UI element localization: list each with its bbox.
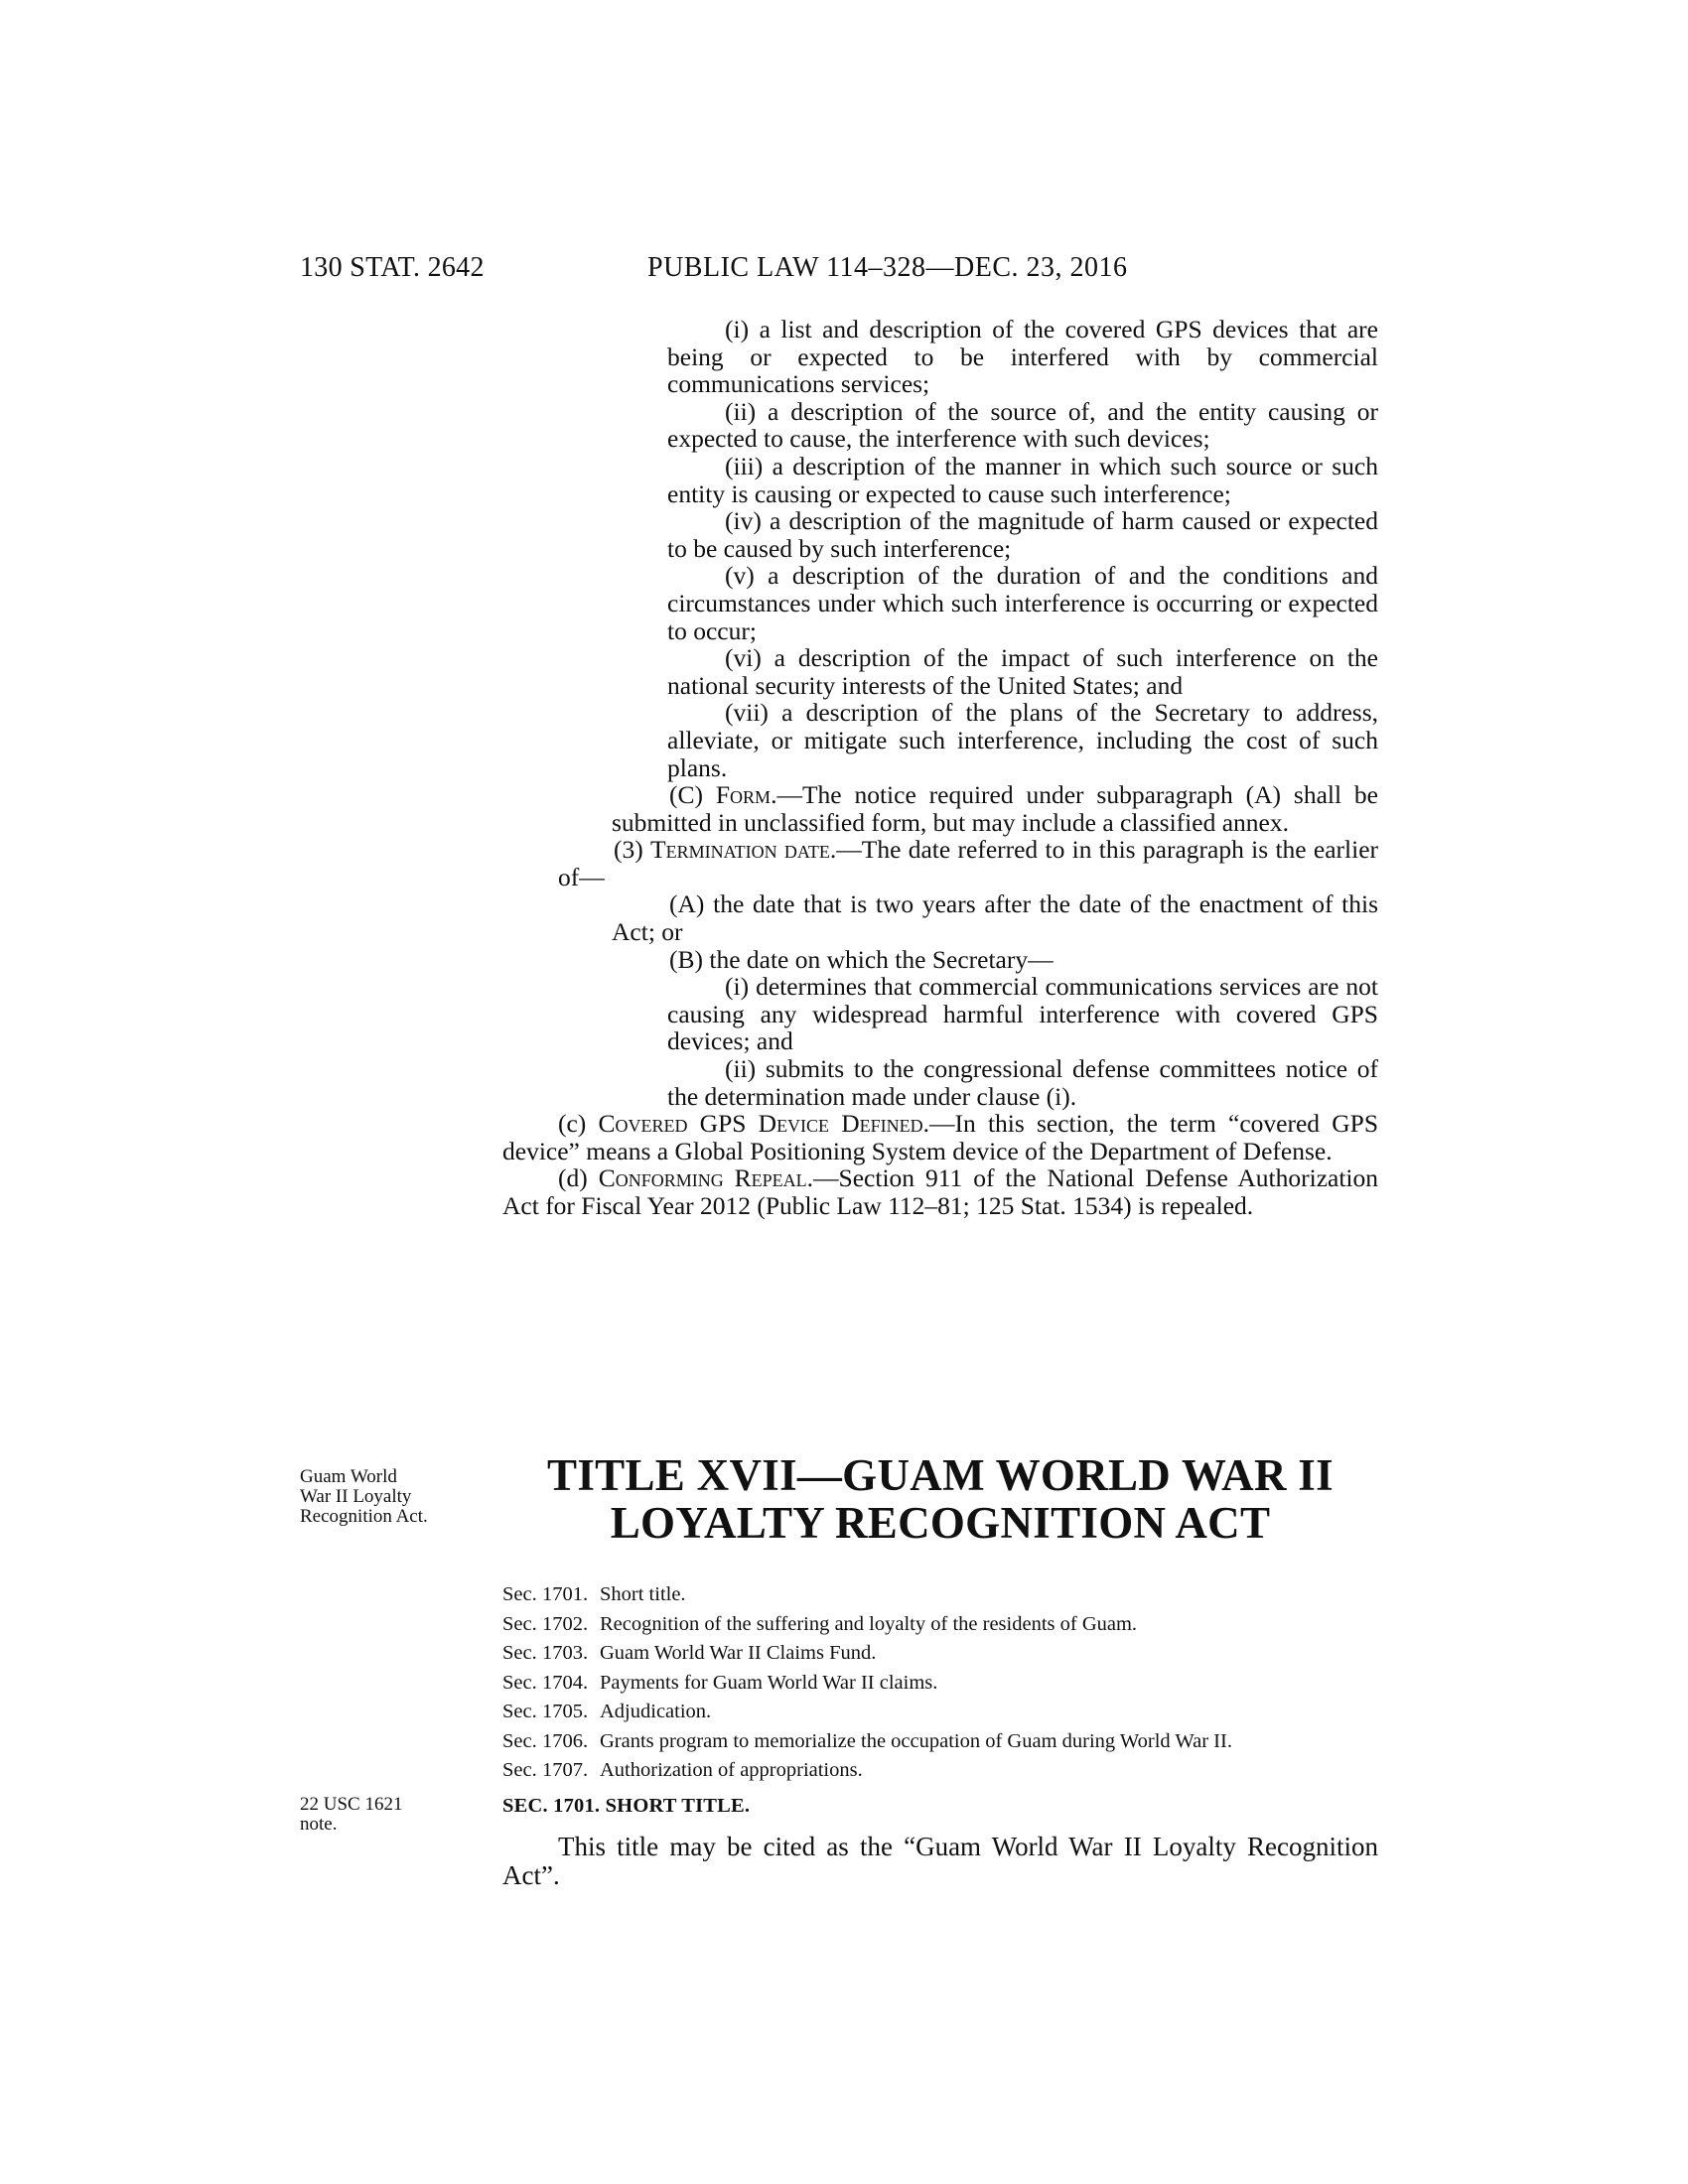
toc-sec-title: Guam World War II Claims Fund.	[600, 1642, 877, 1664]
body-text-column	[502, 316, 1378, 1220]
toc-row	[502, 1614, 1378, 1636]
public-law-header: PUBLIC LAW 114–328—DEC. 23, 2016	[647, 252, 1128, 283]
toc-sec-number: 1702.	[542, 1612, 589, 1635]
toc-sec-label: Sec.	[502, 1583, 537, 1605]
toc-sec-number: 1706.	[542, 1729, 589, 1752]
paragraph-3-heading: Termination date	[650, 835, 830, 865]
toc-sec-label: Sec.	[502, 1671, 537, 1694]
title-line-1: TITLE XVII—GUAM WORLD WAR II	[547, 1450, 1334, 1500]
subsection-c-heading: Covered GPS Device Defined	[598, 1109, 923, 1139]
toc-sec-title: Adjudication.	[600, 1701, 712, 1722]
subparagraph-c-heading: Form	[715, 780, 772, 810]
toc-row	[502, 1760, 1378, 1782]
paragraph-3-text: .—The date referred to in this paragraph is the earlier of—	[558, 835, 1379, 891]
subsection-d	[502, 1164, 1378, 1219]
toc-sec-title: Payments for Guam World War II claims.	[600, 1671, 938, 1694]
paragraph-3-termination	[502, 836, 1378, 890]
toc-sec-title: Recognition of the suffering and loyalty of the residents of Guam.	[600, 1612, 1138, 1635]
margin-note-line: War II Loyalty	[300, 1486, 412, 1507]
clause-3-B-i: (i) determines that commercial communications services are not causing any widespread harmful interference with covered GPS devices; and	[667, 972, 1378, 1056]
subsection-c-lead: (c)	[558, 1109, 599, 1139]
toc-sec-title: Short title.	[600, 1583, 686, 1605]
toc-row	[502, 1643, 1378, 1665]
toc-row	[502, 1731, 1378, 1753]
margin-note-line: note.	[300, 1814, 338, 1835]
subparagraph-c-lead: (C)	[669, 780, 716, 810]
toc-row	[502, 1673, 1378, 1695]
margin-note-line: 22 USC 1621	[300, 1794, 403, 1815]
title-heading	[502, 1451, 1378, 1547]
section-1701-text	[502, 1833, 1378, 1890]
margin-note-line: Recognition Act.	[300, 1506, 428, 1527]
toc-sec-label: Sec.	[502, 1729, 537, 1752]
clause-i: (i) a list and description of the covered GPS devices that are being or expected to be interfered with by commercial communications services;	[667, 315, 1378, 399]
toc-row	[502, 1584, 1378, 1606]
subsection-d-lead: (d)	[558, 1163, 599, 1193]
clause-iii: (iii) a description of the manner in which such source or such entity is causing or expected to cause such interference;	[667, 451, 1378, 508]
subparagraph-c-form	[502, 781, 1378, 836]
subparagraph-c-text: .—The notice required under subparagraph (A) shall be submitted in unclassified form, but may include a classified annex.	[612, 780, 1378, 837]
section-1701-paragraph: This title may be cited as the “Guam World War II Loyalty Recognition Act”.	[502, 1832, 1378, 1890]
subsection-c	[502, 1110, 1378, 1164]
clause-v: (v) a description of the duration of and the conditions and circumstances under which such interference is occurring or expected to occur;	[667, 561, 1378, 645]
toc-sec-number: 1707.	[542, 1759, 589, 1781]
subsection-d-heading: Conforming Repeal	[598, 1163, 807, 1193]
toc-row	[502, 1702, 1378, 1723]
margin-note-line: Guam World	[300, 1466, 397, 1487]
clause-vi: (vi) a description of the impact of such interference on the national security interests of the United States; and	[667, 643, 1378, 700]
clause-iv: (iv) a description of the magnitude of harm caused or expected to be caused by such interference;	[667, 506, 1378, 563]
margin-note-usc	[300, 1795, 449, 1835]
toc-sec-label: Sec.	[502, 1701, 537, 1722]
subsection-c-text: .—In this section, the term “covered GPS device” means a Global Positioning System device of the Department of Defense.	[502, 1109, 1379, 1165]
paragraph-3-lead: (3)	[614, 835, 651, 865]
title-line-2: LOYALTY RECOGNITION ACT	[610, 1498, 1271, 1548]
toc-sec-label: Sec.	[502, 1612, 537, 1635]
table-of-contents	[502, 1584, 1378, 1790]
subsection-d-text: .—Section 911 of the National Defense Authorization Act for Fiscal Year 2012 (Public Law 112–81; 125 Stat. 1534) is repealed.	[502, 1163, 1378, 1220]
toc-sec-number: 1703.	[542, 1642, 589, 1664]
subparagraph-3-B: (B) the date on which the Secretary—	[669, 944, 1054, 974]
clause-ii: (ii) a description of the source of, and the entity causing or expected to cause, the interference with such devices;	[667, 396, 1378, 454]
subparagraph-3-A: (A) the date that is two years after the date of the enactment of this Act; or	[612, 889, 1378, 947]
toc-sec-title: Grants program to memorialize the occupation of Guam during World War II.	[600, 1729, 1232, 1752]
toc-sec-number: 1701.	[542, 1583, 589, 1605]
clause-3-B-ii: (ii) submits to the congressional defense committees notice of the determination made under clause (i).	[667, 1054, 1378, 1111]
toc-sec-title: Authorization of appropriations.	[600, 1759, 863, 1781]
toc-sec-number: 1704.	[542, 1671, 589, 1694]
toc-sec-number: 1705.	[542, 1701, 589, 1722]
section-1701-heading: SEC. 1701. SHORT TITLE.	[502, 1795, 751, 1817]
stat-reference: 130 STAT. 2642	[300, 252, 485, 283]
toc-sec-label: Sec.	[502, 1642, 537, 1664]
toc-sec-label: Sec.	[502, 1759, 537, 1781]
clause-vii: (vii) a description of the plans of the Secretary to address, alleviate, or mitigate such interference, including the cost of such plans.	[667, 698, 1378, 782]
margin-note-title	[300, 1467, 469, 1527]
